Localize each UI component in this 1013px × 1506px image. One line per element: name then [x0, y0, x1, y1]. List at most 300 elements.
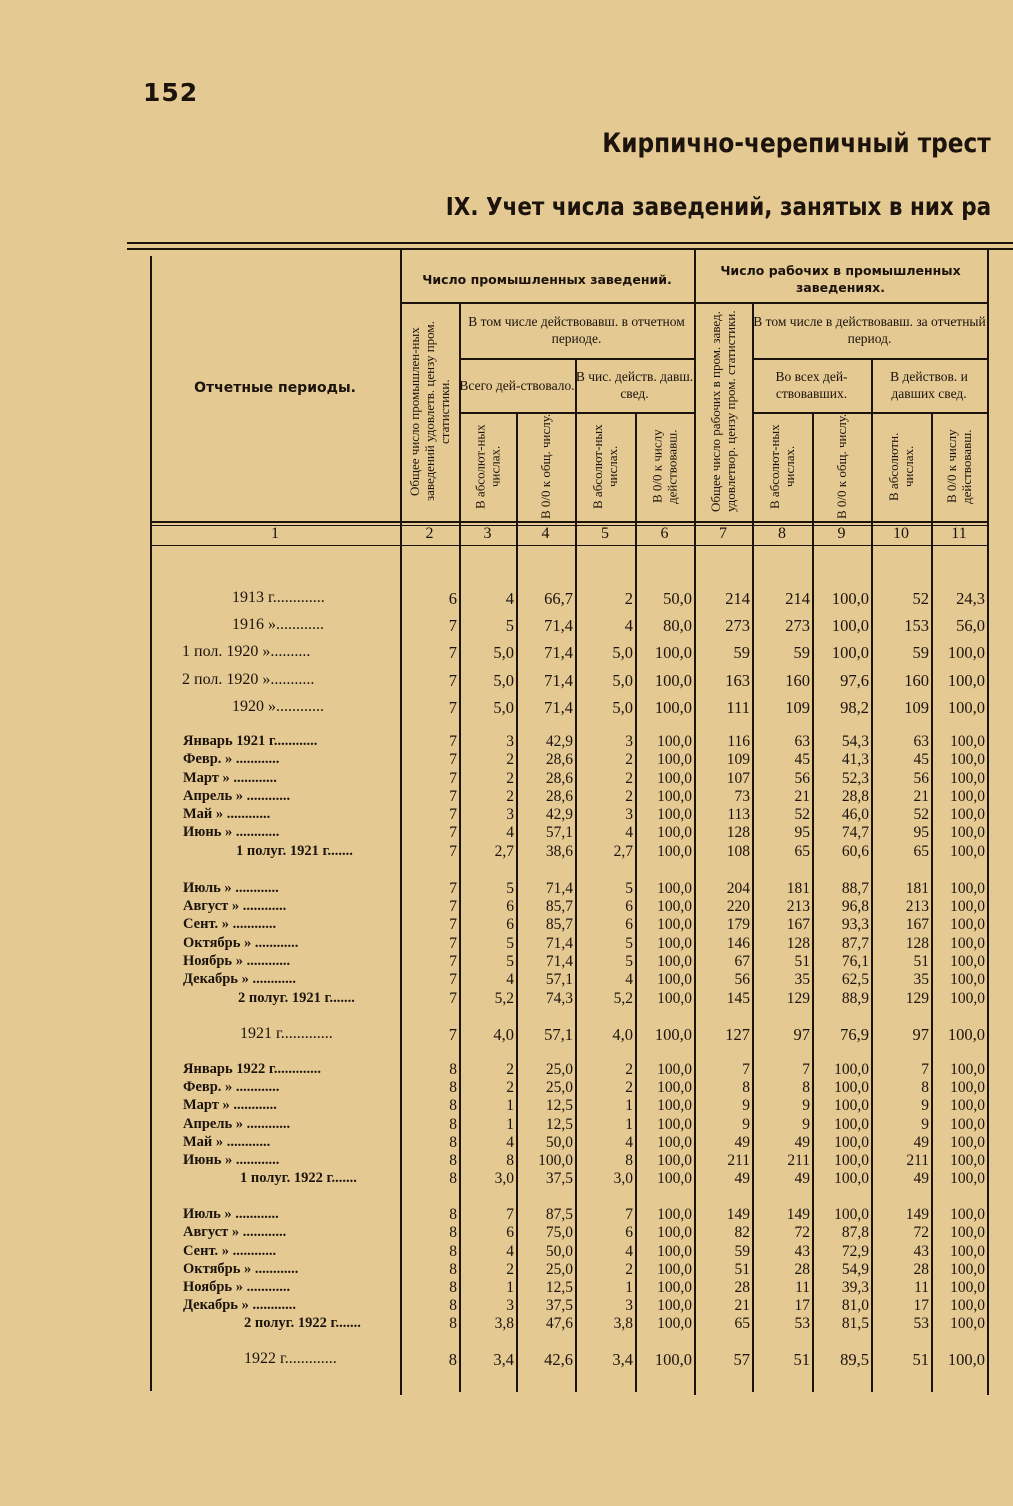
row-value-col-5: 7 — [625, 1206, 633, 1223]
row-value-col-7: 163 — [725, 671, 750, 690]
row-value-col-11: 100,0 — [947, 671, 985, 690]
row-value-col-10: 109 — [904, 698, 929, 717]
row-value-col-11: 100,0 — [950, 935, 985, 952]
header-pct-active-2: В 0/0 к числу действовавш. — [944, 429, 974, 504]
header-pct-total-2: В 0/0 к общ. числу. — [834, 413, 849, 520]
row-value-col-6: 100,0 — [657, 1243, 692, 1260]
row-value-col-10: 43 — [913, 1243, 929, 1260]
row-value-col-6: 100,0 — [657, 1279, 692, 1296]
row-value-col-6: 100,0 — [657, 824, 692, 841]
row-value-col-10: 181 — [905, 880, 929, 897]
row-value-col-8: 63 — [794, 733, 810, 750]
row-value-col-2: 7 — [448, 671, 457, 690]
row-value-col-2: 8 — [449, 1170, 457, 1187]
table-row — [0, 1243, 1013, 1261]
row-value-col-11: 100,0 — [947, 1350, 985, 1369]
row-value-col-5: 3 — [625, 1297, 633, 1314]
row-value-col-2: 7 — [448, 1025, 457, 1044]
row-value-col-8: 160 — [785, 671, 810, 690]
row-value-col-2: 7 — [448, 698, 457, 717]
row-value-col-9: 100,0 — [834, 1061, 869, 1078]
table-row — [0, 643, 1013, 661]
row-period-label: 1922 г............. — [244, 1350, 337, 1367]
row-value-col-5: 1 — [625, 1279, 633, 1296]
row-value-col-9: 100,0 — [831, 589, 869, 608]
table-row — [0, 1097, 1013, 1115]
row-value-col-3: 4 — [506, 1134, 514, 1151]
page-number: 152 — [143, 78, 199, 107]
row-value-col-7: 49 — [734, 1170, 750, 1187]
row-value-col-9: 28,8 — [841, 788, 869, 805]
row-value-col-7: 21 — [734, 1297, 750, 1314]
row-value-col-6: 100,0 — [654, 1350, 692, 1369]
row-value-col-10: 35 — [913, 971, 929, 988]
row-value-col-8: 9 — [802, 1097, 810, 1114]
row-value-col-7: 146 — [726, 935, 750, 952]
table-row — [0, 843, 1013, 861]
row-value-col-8: 167 — [786, 916, 810, 933]
row-value-col-2: 8 — [449, 1315, 457, 1332]
table-row — [0, 1025, 1013, 1043]
row-value-col-2: 8 — [449, 1243, 457, 1260]
row-value-col-8: 28 — [794, 1261, 810, 1278]
row-value-col-3: 5 — [506, 935, 514, 952]
row-period-label: Февр. » ............ — [183, 751, 280, 767]
row-value-col-8: 211 — [787, 1152, 810, 1169]
row-value-col-5: 5 — [625, 935, 633, 952]
header-bottom-line — [150, 521, 987, 523]
header-workers-active: В том числе в действовавш. за отчетный период. — [753, 314, 986, 346]
row-value-col-2: 8 — [449, 1206, 457, 1223]
row-period-label: Февр. » ............ — [183, 1079, 280, 1095]
row-value-col-10: 72 — [913, 1224, 929, 1241]
row-value-col-11: 100,0 — [950, 824, 985, 841]
row-value-col-3: 1 — [506, 1097, 514, 1114]
row-value-col-7: 113 — [727, 806, 750, 823]
table-row — [0, 806, 1013, 824]
row-value-col-3: 4 — [506, 971, 514, 988]
row-value-col-8: 65 — [794, 843, 810, 860]
row-value-col-5: 6 — [625, 898, 633, 915]
row-value-col-3: 5,0 — [493, 698, 514, 717]
row-value-col-5: 4,0 — [612, 1025, 633, 1044]
row-value-col-6: 100,0 — [657, 806, 692, 823]
row-value-col-5: 6 — [625, 916, 633, 933]
row-value-col-6: 100,0 — [657, 1170, 692, 1187]
row-value-col-4: 71,4 — [544, 698, 573, 717]
table-top-rule — [127, 242, 1013, 244]
row-value-col-8: 214 — [785, 589, 810, 608]
column-number: 7 — [719, 525, 727, 542]
row-value-col-9: 100,0 — [831, 643, 869, 662]
column-number: 1 — [271, 525, 279, 542]
row-period-label: Июль » ............ — [183, 1206, 279, 1222]
row-value-col-6: 100,0 — [657, 1152, 692, 1169]
row-value-col-4: 87,5 — [545, 1206, 573, 1223]
row-value-col-8: 8 — [802, 1079, 810, 1096]
row-value-col-4: 75,0 — [545, 1224, 573, 1241]
row-value-col-10: 49 — [913, 1134, 929, 1151]
row-period-label: 1916 »............ — [232, 616, 324, 633]
table-row — [0, 671, 1013, 689]
table-row — [0, 733, 1013, 751]
row-value-col-2: 7 — [449, 770, 457, 787]
row-value-col-10: 149 — [905, 1206, 929, 1223]
row-value-col-6: 100,0 — [657, 880, 692, 897]
row-value-col-6: 80,0 — [663, 616, 692, 635]
row-value-col-11: 100,0 — [950, 843, 985, 860]
row-value-col-3: 3,8 — [494, 1315, 514, 1332]
row-value-col-9: 39,3 — [841, 1279, 869, 1296]
row-value-col-9: 100,0 — [834, 1206, 869, 1223]
colnum-line — [150, 545, 987, 546]
table-row — [0, 751, 1013, 769]
row-value-col-3: 5,0 — [493, 671, 514, 690]
row-value-col-5: 4 — [625, 1243, 633, 1260]
row-value-col-7: 8 — [742, 1079, 750, 1096]
row-value-col-4: 50,0 — [545, 1243, 573, 1260]
row-value-col-2: 8 — [449, 1261, 457, 1278]
row-value-col-3: 6 — [506, 916, 514, 933]
row-value-col-9: 81,0 — [841, 1297, 869, 1314]
row-value-col-9: 96,8 — [841, 898, 869, 915]
row-value-col-10: 51 — [912, 1350, 929, 1369]
row-value-col-4: 25,0 — [545, 1261, 573, 1278]
row-value-col-2: 8 — [449, 1224, 457, 1241]
row-value-col-3: 5 — [506, 880, 514, 897]
row-value-col-11: 100,0 — [950, 1134, 985, 1151]
row-value-col-11: 100,0 — [950, 916, 985, 933]
row-value-col-10: 49 — [913, 1170, 929, 1187]
row-value-col-10: 52 — [912, 589, 929, 608]
table-row — [0, 1206, 1013, 1224]
row-value-col-10: 95 — [913, 824, 929, 841]
row-value-col-6: 100,0 — [657, 1097, 692, 1114]
row-value-col-3: 2 — [506, 770, 514, 787]
row-value-col-10: 9 — [921, 1116, 929, 1133]
section-title: IX. Учет числа заведений, занятых в них ра — [445, 192, 991, 221]
row-period-label: Ноябрь » ............ — [183, 1279, 291, 1295]
row-period-label: 2 полуг. 1921 г....... — [238, 990, 355, 1006]
row-value-col-4: 66,7 — [544, 589, 573, 608]
header-periods: Отчетные периоды. — [194, 380, 356, 396]
row-period-label: Май » ............ — [183, 806, 271, 822]
row-value-col-6: 50,0 — [663, 589, 692, 608]
row-value-col-7: 51 — [734, 1261, 750, 1278]
row-value-col-3: 1 — [506, 1116, 514, 1133]
table-row — [0, 971, 1013, 989]
row-value-col-2: 7 — [449, 880, 457, 897]
row-value-col-6: 100,0 — [657, 1079, 692, 1096]
row-value-col-6: 100,0 — [657, 1134, 692, 1151]
row-value-col-8: 17 — [794, 1297, 810, 1314]
row-period-label: 2 полуг. 1922 г....... — [244, 1315, 361, 1331]
row-value-col-4: 25,0 — [545, 1061, 573, 1078]
row-value-col-5: 2 — [624, 589, 633, 608]
row-value-col-9: 60,6 — [841, 843, 869, 860]
row-value-col-3: 1 — [506, 1279, 514, 1296]
row-value-col-4: 50,0 — [545, 1134, 573, 1151]
row-value-col-9: 88,9 — [841, 990, 869, 1007]
row-value-col-7: 220 — [726, 898, 750, 915]
table-row — [0, 1079, 1013, 1097]
row-value-col-4: 28,6 — [545, 770, 573, 787]
row-value-col-10: 56 — [913, 770, 929, 787]
row-value-col-9: 100,0 — [831, 616, 869, 635]
row-value-col-8: 129 — [786, 990, 810, 1007]
row-value-col-10: 17 — [913, 1297, 929, 1314]
row-value-col-4: 71,4 — [545, 953, 573, 970]
row-value-col-8: 72 — [794, 1224, 810, 1241]
row-period-label: 2 пол. 1920 »........... — [182, 671, 315, 688]
table-row — [0, 1261, 1013, 1279]
row-value-col-7: 111 — [726, 698, 750, 717]
row-value-col-11: 100,0 — [947, 1025, 985, 1044]
row-value-col-6: 100,0 — [654, 1025, 692, 1044]
row-value-col-3: 5,0 — [493, 643, 514, 662]
row-value-col-11: 100,0 — [950, 1206, 985, 1223]
header-active-in-period: В том числе действовавш. в отчетном периоде. — [468, 314, 685, 346]
table-row — [0, 589, 1013, 607]
row-value-col-8: 149 — [786, 1206, 810, 1223]
row-value-col-9: 72,9 — [841, 1243, 869, 1260]
row-value-col-9: 62,5 — [841, 971, 869, 988]
row-value-col-10: 51 — [913, 953, 929, 970]
row-value-col-9: 76,9 — [840, 1025, 869, 1044]
row-value-col-8: 273 — [785, 616, 810, 635]
header-in-all-active: Во всех дей-ствовавших. — [775, 369, 848, 401]
row-value-col-8: 52 — [794, 806, 810, 823]
row-value-col-7: 67 — [734, 953, 750, 970]
row-value-col-5: 3 — [625, 733, 633, 750]
row-value-col-4: 57,1 — [545, 824, 573, 841]
row-period-label: 1 пол. 1920 ».......... — [182, 643, 311, 660]
row-value-col-3: 5 — [505, 616, 514, 635]
row-value-col-3: 4 — [506, 824, 514, 841]
row-value-col-10: 167 — [905, 916, 929, 933]
row-value-col-8: 109 — [785, 698, 810, 717]
row-period-label: Декабрь » ............ — [183, 971, 296, 987]
row-value-col-9: 54,3 — [841, 733, 869, 750]
row-value-col-5: 2 — [625, 770, 633, 787]
row-value-col-2: 8 — [449, 1116, 457, 1133]
row-value-col-5: 4 — [625, 1134, 633, 1151]
header-total-active: Всего дей-ствовало. — [459, 377, 575, 393]
row-value-col-7: 59 — [733, 643, 750, 662]
row-value-col-6: 100,0 — [657, 1061, 692, 1078]
row-value-col-6: 100,0 — [657, 733, 692, 750]
row-value-col-10: 211 — [906, 1152, 929, 1169]
row-value-col-6: 100,0 — [657, 1224, 692, 1241]
table-row — [0, 1170, 1013, 1188]
row-value-col-7: 108 — [726, 843, 750, 860]
row-value-col-3: 4 — [506, 1243, 514, 1260]
row-value-col-3: 4 — [505, 589, 514, 608]
row-value-col-8: 128 — [786, 935, 810, 952]
row-value-col-5: 1 — [625, 1116, 633, 1133]
row-value-col-7: 56 — [734, 971, 750, 988]
row-value-col-8: 35 — [794, 971, 810, 988]
row-value-col-4: 71,4 — [545, 880, 573, 897]
row-value-col-4: 85,7 — [545, 916, 573, 933]
row-value-col-5: 8 — [625, 1152, 633, 1169]
row-value-col-11: 100,0 — [950, 1261, 985, 1278]
row-value-col-9: 87,8 — [841, 1224, 869, 1241]
row-value-col-3: 3,4 — [493, 1350, 514, 1369]
row-value-col-3: 2 — [506, 788, 514, 805]
row-period-label: Июнь » ............ — [183, 1152, 280, 1168]
row-value-col-11: 100,0 — [950, 1315, 985, 1332]
row-value-col-8: 11 — [795, 1279, 810, 1296]
header-pct-total: В 0/0 к общ. числу. — [538, 413, 553, 520]
row-period-label: Декабрь » ............ — [183, 1297, 296, 1313]
row-value-col-6: 100,0 — [657, 935, 692, 952]
row-value-col-10: 7 — [921, 1061, 929, 1078]
row-value-col-9: 100,0 — [834, 1152, 869, 1169]
header-in-reported: В действов. и давших свед. — [890, 369, 968, 401]
row-period-label: Апрель » ............ — [183, 788, 291, 804]
row-value-col-11: 100,0 — [950, 1224, 985, 1241]
row-value-col-4: 71,4 — [544, 671, 573, 690]
row-period-label: Январь 1921 г............ — [183, 733, 318, 749]
row-value-col-7: 116 — [727, 733, 750, 750]
row-value-col-3: 3 — [506, 733, 514, 750]
row-value-col-3: 2,7 — [494, 843, 514, 860]
row-value-col-6: 100,0 — [654, 698, 692, 717]
row-value-col-11: 100,0 — [950, 1243, 985, 1260]
row-value-col-2: 7 — [449, 916, 457, 933]
column-number: 11 — [951, 525, 967, 542]
row-value-col-6: 100,0 — [657, 953, 692, 970]
row-value-col-6: 100,0 — [654, 671, 692, 690]
row-period-label: Сент. » ............ — [183, 916, 277, 932]
row-value-col-5: 4 — [625, 971, 633, 988]
row-value-col-4: 71,4 — [545, 935, 573, 952]
row-value-col-4: 25,0 — [545, 1079, 573, 1096]
row-value-col-7: 214 — [725, 589, 750, 608]
row-value-col-9: 100,0 — [834, 1170, 869, 1187]
row-value-col-5: 5,2 — [613, 990, 633, 1007]
row-value-col-6: 100,0 — [654, 643, 692, 662]
row-value-col-3: 3 — [506, 806, 514, 823]
row-value-col-11: 100,0 — [950, 788, 985, 805]
row-value-col-2: 7 — [449, 953, 457, 970]
row-value-col-7: 57 — [733, 1350, 750, 1369]
table-row — [0, 1297, 1013, 1315]
row-value-col-5: 2,7 — [613, 843, 633, 860]
row-value-col-4: 28,6 — [545, 751, 573, 768]
row-value-col-11: 100,0 — [950, 1170, 985, 1187]
row-value-col-4: 12,5 — [545, 1279, 573, 1296]
row-value-col-6: 100,0 — [657, 898, 692, 915]
row-value-col-9: 89,5 — [840, 1350, 869, 1369]
row-value-col-7: 149 — [726, 1206, 750, 1223]
row-value-col-9: 100,0 — [834, 1116, 869, 1133]
row-value-col-11: 56,0 — [956, 616, 985, 635]
row-value-col-5: 5,0 — [612, 698, 633, 717]
row-value-col-4: 12,5 — [545, 1097, 573, 1114]
row-value-col-4: 71,4 — [544, 643, 573, 662]
row-period-label: Май » ............ — [183, 1134, 271, 1150]
row-value-col-9: 93,3 — [841, 916, 869, 933]
row-value-col-2: 7 — [448, 643, 457, 662]
column-number: 4 — [541, 525, 550, 542]
row-period-label: Июнь » ............ — [183, 824, 280, 840]
row-value-col-2: 8 — [449, 1079, 457, 1096]
row-value-col-5: 5 — [625, 953, 633, 970]
row-value-col-11: 100,0 — [950, 1279, 985, 1296]
row-value-col-2: 7 — [449, 788, 457, 805]
row-value-col-5: 1 — [625, 1097, 633, 1114]
column-number: 9 — [837, 525, 846, 542]
row-value-col-11: 100,0 — [950, 880, 985, 897]
table-row — [0, 953, 1013, 971]
row-period-label: Апрель » ............ — [183, 1116, 291, 1132]
row-value-col-6: 100,0 — [657, 843, 692, 860]
header-workers: Число рабочих в промышленных заведениях. — [720, 263, 961, 295]
row-value-col-10: 129 — [905, 990, 929, 1007]
table-row — [0, 990, 1013, 1008]
table-row — [0, 1315, 1013, 1333]
row-value-col-4: 74,3 — [545, 990, 573, 1007]
row-value-col-10: 213 — [905, 898, 929, 915]
row-value-col-9: 81,5 — [841, 1315, 869, 1332]
row-value-col-4: 42,9 — [545, 806, 573, 823]
row-value-col-4: 37,5 — [545, 1170, 573, 1187]
header-total-workers: Общее число рабочих в пром. завед. удовлетвор. цензу пром. статистики. — [708, 310, 738, 513]
row-value-col-6: 100,0 — [657, 990, 692, 1007]
row-value-col-3: 2 — [506, 751, 514, 768]
row-value-col-11: 100,0 — [950, 953, 985, 970]
row-value-col-11: 100,0 — [950, 971, 985, 988]
row-value-col-6: 100,0 — [657, 1116, 692, 1133]
row-value-col-8: 56 — [794, 770, 810, 787]
row-period-label: 1 полуг. 1921 г....... — [236, 843, 353, 859]
row-value-col-9: 76,1 — [841, 953, 869, 970]
row-value-col-5: 2 — [625, 751, 633, 768]
row-value-col-9: 88,7 — [841, 880, 869, 897]
table-row — [0, 1279, 1013, 1297]
row-value-col-2: 7 — [449, 733, 457, 750]
row-value-col-4: 100,0 — [538, 1152, 573, 1169]
row-value-col-3: 3,0 — [494, 1170, 514, 1187]
table-row — [0, 1061, 1013, 1079]
table-row — [0, 880, 1013, 898]
row-value-col-11: 100,0 — [950, 1097, 985, 1114]
row-value-col-10: 21 — [913, 788, 929, 805]
row-value-col-4: 37,5 — [545, 1297, 573, 1314]
table-row — [0, 788, 1013, 806]
row-value-col-3: 8 — [506, 1152, 514, 1169]
row-value-col-6: 100,0 — [657, 1261, 692, 1278]
row-value-col-2: 8 — [449, 1061, 457, 1078]
trust-title: Кирпично-черепичный трест — [602, 128, 991, 159]
row-value-col-2: 7 — [449, 824, 457, 841]
header-abs-numbers-3: В абсолют-ных числах. — [767, 424, 797, 509]
row-value-col-2: 7 — [449, 990, 457, 1007]
row-value-col-11: 100,0 — [950, 751, 985, 768]
row-value-col-7: 128 — [726, 824, 750, 841]
row-value-col-9: 97,6 — [840, 671, 869, 690]
row-value-col-10: 28 — [913, 1261, 929, 1278]
row-value-col-4: 71,4 — [544, 616, 573, 635]
column-number: 3 — [483, 525, 492, 542]
row-value-col-2: 8 — [449, 1134, 457, 1151]
row-value-col-11: 100,0 — [950, 1297, 985, 1314]
row-value-col-11: 24,3 — [956, 589, 985, 608]
row-value-col-10: 128 — [905, 935, 929, 952]
row-value-col-2: 8 — [448, 1350, 457, 1369]
